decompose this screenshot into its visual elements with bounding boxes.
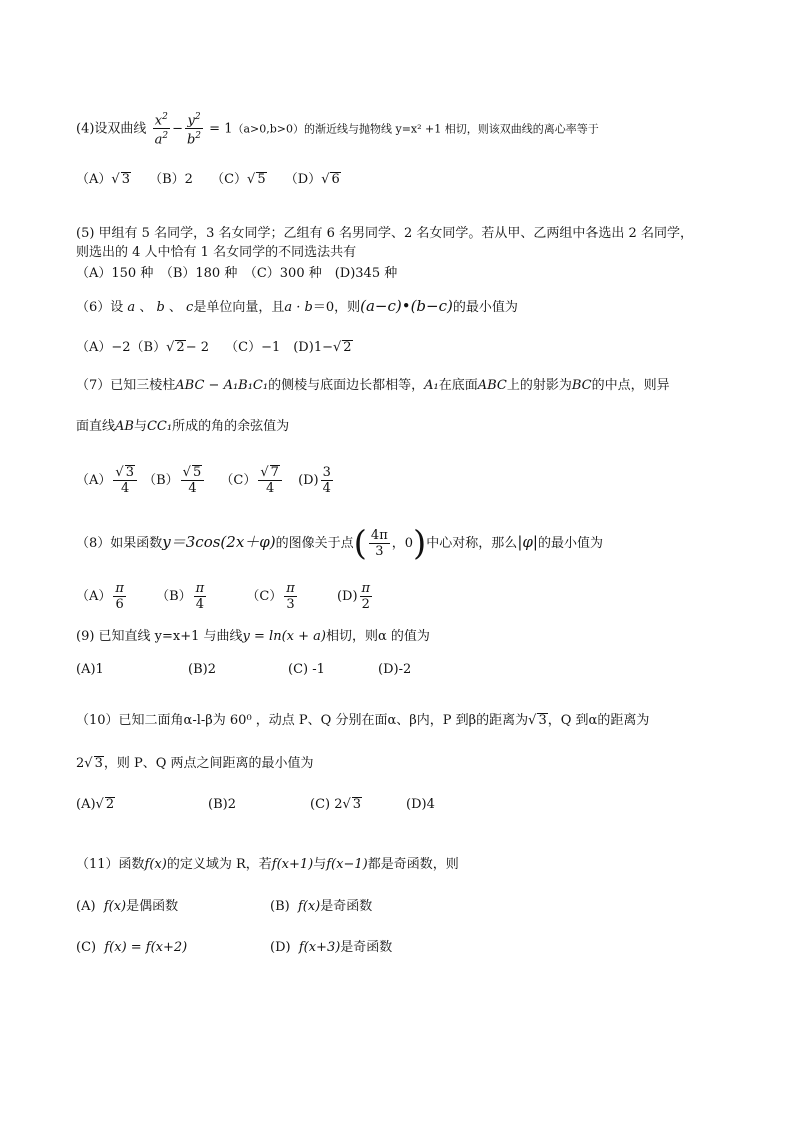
q11-prefix: （11）函数 — [76, 857, 145, 872]
q8-option-a-frac: $\frac{\pi}{6}$ — [115, 581, 124, 612]
q11-suffix: 都是奇函数，则 — [367, 857, 459, 872]
q9-suffix: 相切，则α 的值为 — [325, 629, 430, 644]
q7-prefix: （7）已知三棱柱 — [76, 378, 176, 393]
q9-option-d: (D)-2 — [378, 662, 412, 677]
q11-mid: 的定义域为 R，若 — [166, 857, 272, 872]
q7-mid3: 上的射影为 — [506, 378, 572, 393]
q4-option-c-label: （C） — [211, 172, 248, 187]
q4-option-c-value: 5 — [257, 172, 266, 187]
q6-var-c: c — [186, 300, 194, 315]
q10-option-a-rad: 2 — [105, 797, 115, 812]
q4-frac-y: $\frac{y^2}{b^2}$ — [186, 112, 202, 148]
q7-prism: ABC − A₁B₁C₁ — [175, 378, 269, 393]
question-10-line2: 2√ 3，则 P、Q 两点之间距离的最小值为 — [76, 756, 314, 771]
q8-point-y: ，0 — [391, 536, 414, 551]
q6-var-a: a — [127, 300, 136, 315]
q6-suffix: 的最小值为 — [452, 300, 518, 315]
q4-eq: = 1 — [209, 121, 233, 137]
question-7 — [76, 378, 670, 394]
q9-text: (9) 已知直线 y=x+1 与曲线 — [76, 629, 243, 644]
q10-option-c-rad: 3 — [352, 797, 362, 812]
q10-option-b: (B)2 — [208, 797, 236, 812]
q7-option-c-label: （C） — [220, 473, 257, 488]
q10-option-c-label: (C) 2 — [310, 797, 343, 812]
q7-mid2: 在底面 — [438, 378, 478, 393]
q9-option-c: (C) -1 — [288, 662, 325, 677]
q9-options — [76, 662, 411, 678]
question-5-line1: (5) 甲组有 5 名同学，3 名女同学；乙组有 6 名男同学、2 名女同学。若从甲、乙两组中各选出 2 名同学， — [76, 226, 693, 241]
question-6: （6）设 a 、 b 、 c是单位向量，且a · b＝0，则(a−c)•(b−c)的最小值为 — [76, 297, 518, 315]
q6-option-c-d: （C）−1 (D) — [225, 340, 314, 355]
q4-prefix: (4)设双曲线 — [76, 121, 147, 137]
q7-cc1: CC₁ — [146, 419, 173, 434]
q8-option-c-frac: $\frac{\pi}{3}$ — [286, 581, 295, 612]
q8-option-b-label: （B） — [156, 589, 192, 604]
q7-option-c-frac: $\frac{√ 7}{4}$ — [258, 465, 282, 496]
q6-option-b-rad: 2 — [176, 340, 185, 355]
q8-options — [76, 578, 374, 616]
q7-bc: BC — [571, 378, 592, 393]
q4-frac-x: $\frac{x^2}{a^2}$ — [154, 112, 169, 148]
q9-option-b: (B)2 — [188, 662, 216, 677]
q10-option-d: (D)4 — [406, 797, 435, 812]
q7-abc: ABC — [477, 378, 507, 393]
question-11 — [76, 857, 459, 873]
q8-option-a-label: （A） — [76, 589, 112, 604]
q10-two: 2 — [76, 756, 85, 771]
q8-point-frac: $\frac{4\pi}{3}$ — [370, 528, 388, 559]
q10-option-a-label: (A) — [76, 797, 96, 812]
q10-line1b: ，Q 到α的距离为 — [547, 713, 650, 728]
q6-mid: 是单位向量，且 — [193, 300, 285, 315]
q7-a1: A₁ — [424, 378, 439, 393]
question-7-line2 — [76, 419, 289, 435]
q7-options — [76, 462, 335, 500]
q7-option-b-label: （B） — [143, 473, 179, 488]
q7-option-d-label: (D) — [298, 473, 319, 488]
q10-line1: （10）已知二面角α-l-β为 60⁰ ，动点 P、Q 分别在面α、β内，P 到β的距离为 — [76, 713, 529, 728]
question-8: （8）如果函数y＝3cos(2x＋φ)的图像关于点( $\frac{4\pi}{3}$ ，0)中心对称，那么|φ|的最小值为 — [76, 523, 603, 564]
q6-option-d-rad: 2 — [343, 340, 352, 355]
q11-option-a-label: (A) — [76, 899, 96, 914]
q8-function: y＝3cos(2x＋φ) — [162, 533, 276, 551]
q5-options: （A）150 种 （B）180 种 （C）300 种 (D)345 种 — [76, 266, 398, 281]
q7-option-d-frac: $\frac{3}{4}$ — [322, 465, 331, 496]
q6-var-b: b — [156, 300, 165, 315]
q11-option-d-expr: f(x+3) — [298, 940, 341, 955]
question-10: （10）已知二面角α-l-β为 60⁰ ，动点 P、Q 分别在面α、β内，P 到β的距离为√ 3，Q 到α的距离为 — [76, 713, 650, 728]
q6-option-a-b: （A）−2（B） — [76, 340, 167, 355]
q11-option-c-expr: f(x) = f(x+2) — [104, 940, 188, 955]
q11-fx: f(x) — [144, 857, 167, 872]
question-4: (4)设双曲线 $\frac{x^2}{a^2}$ − $\frac{y^2}{b^2}$ = 1（a>0,b>0）的渐近线与抛物线 y=x² +1 相切，则该双曲线的离心率等于 — [76, 112, 599, 148]
q11-options-ab — [76, 899, 372, 915]
q7-mid: 的侧棱与底面边长都相等， — [268, 378, 425, 393]
q7-suffix: 的中点，则异 — [591, 378, 670, 393]
q10-line2: ，则 P、Q 两点之间距离的最小值为 — [103, 756, 314, 771]
q7-line2a: 面直线 — [76, 419, 116, 434]
q11-option-d-label: (D) — [270, 940, 291, 955]
q8-option-c-label: （C） — [246, 589, 283, 604]
q4-option-a-label: （A） — [76, 172, 112, 187]
q4-option-d-value: 6 — [331, 172, 340, 187]
q4-options: （A）√ 3 （B）2 （C）√ 5 （D）√ 6 — [76, 172, 340, 187]
q11-option-a-expr: f(x) — [103, 899, 127, 914]
q11-option-b-expr: f(x) — [297, 899, 321, 914]
q8-mid: 的图像关于点 — [275, 536, 354, 551]
q11-fx-minus1: f(x−1) — [326, 857, 368, 872]
q4-condition: （a>0,b>0）的渐近线与抛物线 y=x² +1 相切，则该双曲线的离心率等于 — [232, 122, 599, 136]
q8-option-d-label: (D) — [336, 589, 358, 604]
q6-option-b-tail: − 2 — [185, 340, 209, 355]
q7-option-a-frac: $\frac{√ 3}{4}$ — [113, 465, 137, 496]
q8-option-d-frac: $\frac{\pi}{2}$ — [361, 581, 371, 612]
q4-option-b: （B）2 — [149, 172, 193, 187]
q9-curve: y = ln(x + a) — [242, 629, 326, 644]
q11-option-c-label: (C) — [76, 940, 97, 955]
q11-fx-plus1: f(x+1) — [271, 857, 314, 872]
q8-suffix1: 中心对称，那么 — [426, 536, 518, 551]
q8-abs-phi: |φ| — [517, 533, 538, 551]
q6-eq: ＝0，则 — [312, 300, 361, 315]
q7-with: 与 — [133, 419, 147, 434]
q11-option-d-text: 是奇函数 — [340, 940, 393, 955]
q9-option-a: (A)1 — [76, 662, 104, 677]
question-5-line2: 则选出的 4 人中恰有 1 名女同学的不同选法共有 — [76, 245, 357, 260]
q7-option-a-label: （A） — [76, 473, 112, 488]
q6-prefix: （6）设 — [76, 300, 124, 315]
q10-rad3: 3 — [538, 713, 547, 728]
q11-with: 与 — [313, 857, 327, 872]
q11-option-b-text: 是奇函数 — [320, 899, 373, 914]
q11-options-cd — [76, 940, 392, 956]
q4-option-d-label: （D） — [284, 172, 322, 187]
q10-options: (A)√ 2 (B)2 (C) 2√ 3 (D)4 — [76, 797, 435, 812]
q6-option-d-one: 1− — [313, 340, 333, 355]
q6-expression: (a−c)•(b−c) — [360, 297, 453, 315]
q7-option-b-frac: $\frac{√ 5}{4}$ — [181, 465, 205, 496]
q6-dot-product: a · b — [284, 300, 313, 315]
q4-option-a-value: 3 — [121, 172, 130, 187]
q7-line2b: 所成的角的余弦值为 — [172, 419, 290, 434]
q8-suffix2: 的最小值为 — [537, 536, 603, 551]
q7-ab: AB — [115, 419, 134, 434]
q8-option-b-frac: $\frac{\pi}{4}$ — [195, 581, 205, 612]
q6-options: （A）−2（B）√ 2− 2 （C）−1 (D)1−√ 2 — [76, 340, 352, 355]
question-9 — [76, 629, 430, 645]
q8-prefix: （8）如果函数 — [76, 536, 163, 551]
q10-rad3b: 3 — [94, 756, 103, 771]
q11-option-a-text: 是偶函数 — [126, 899, 179, 914]
q11-option-b-label: (B) — [270, 899, 290, 914]
